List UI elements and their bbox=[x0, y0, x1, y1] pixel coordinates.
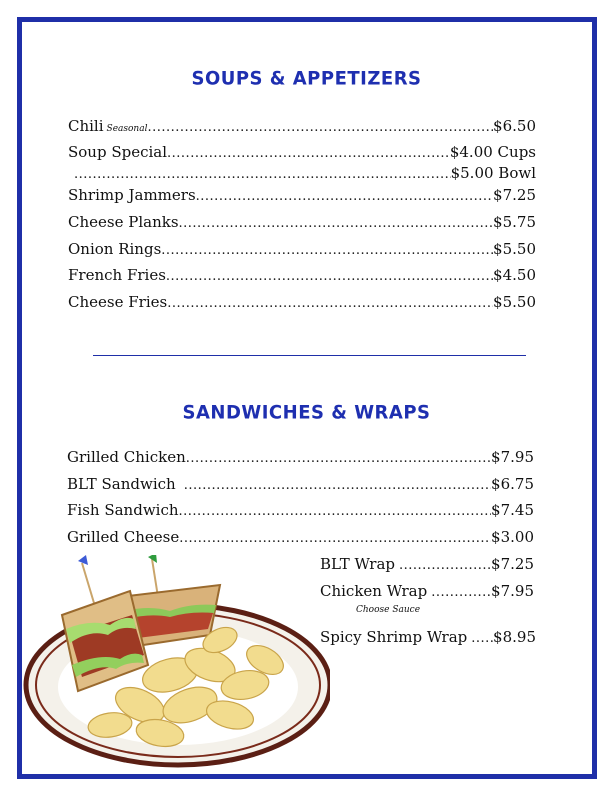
item-price: $5.75 bbox=[493, 213, 536, 231]
menu-item-grilled-cheese bbox=[67, 527, 534, 549]
item-price: $5.00 Bowl bbox=[450, 164, 536, 182]
item-name: Shrimp Jammers bbox=[68, 186, 196, 204]
item-note: Seasonal bbox=[106, 124, 148, 134]
dot-leader bbox=[167, 292, 493, 314]
item-name: Onion Rings bbox=[68, 240, 162, 258]
menu-item-blt-wrap bbox=[320, 554, 534, 576]
dot-leader bbox=[196, 185, 493, 207]
item-price: $8.95 bbox=[493, 628, 536, 646]
section-divider bbox=[93, 355, 526, 356]
item-price: $3.00 bbox=[491, 528, 534, 546]
dot-leader bbox=[184, 474, 491, 496]
menu-item-soup-bowl bbox=[74, 163, 536, 185]
item-price: $7.25 bbox=[493, 186, 536, 204]
item-name: Grilled Cheese bbox=[67, 528, 180, 546]
dot-leader bbox=[179, 212, 494, 234]
dot-leader bbox=[471, 627, 493, 649]
menu-item-chicken-wrap bbox=[320, 581, 534, 603]
item-name: Chili bbox=[68, 117, 104, 135]
item-name: BLT Wrap bbox=[320, 555, 395, 573]
dot-leader bbox=[431, 581, 491, 603]
soups-appetizers-heading: SOUPS & APPETIZERS bbox=[191, 67, 422, 90]
item-name: BLT Sandwich bbox=[67, 475, 176, 493]
menu-item-fish-sandwich bbox=[67, 500, 534, 522]
sandwich-with-chips-plate-image bbox=[20, 555, 330, 770]
menu-item-french-fries bbox=[68, 265, 536, 287]
sandwiches-wraps-heading: SANDWICHES & WRAPS bbox=[182, 401, 431, 424]
menu-item-chili bbox=[68, 116, 536, 139]
dot-leader bbox=[74, 163, 451, 185]
item-name: French Fries bbox=[68, 266, 166, 284]
item-price: $6.75 bbox=[491, 475, 534, 493]
menu-item-blt-sandwich bbox=[67, 474, 534, 496]
menu-item-soup-special bbox=[68, 142, 536, 164]
item-name: Cheese Fries bbox=[68, 293, 168, 311]
item-name: Spicy Shrimp Wrap bbox=[320, 628, 468, 646]
item-name: Cheese Planks bbox=[68, 213, 179, 231]
item-price: $7.25 bbox=[491, 555, 534, 573]
menu-item-cheese-planks bbox=[68, 212, 536, 234]
item-price: $7.95 bbox=[491, 582, 534, 600]
menu-item-grilled-chicken bbox=[67, 447, 534, 469]
dot-leader bbox=[167, 142, 450, 164]
item-price: $7.95 bbox=[491, 448, 534, 466]
item-name: Chicken Wrap bbox=[320, 582, 428, 600]
item-name: Soup Special bbox=[68, 143, 168, 161]
item-price: $4.00 Cups bbox=[449, 143, 536, 161]
menu-item-onion-rings bbox=[68, 239, 536, 261]
item-name: Fish Sandwich bbox=[67, 501, 179, 519]
item-price: $5.50 bbox=[493, 240, 536, 258]
dot-leader bbox=[399, 554, 491, 576]
dot-leader bbox=[161, 239, 493, 261]
item-price: $5.50 bbox=[493, 293, 536, 311]
dot-leader bbox=[179, 527, 491, 549]
dot-leader bbox=[179, 500, 492, 522]
dot-leader bbox=[186, 447, 491, 469]
menu-item-cheese-fries bbox=[68, 292, 536, 314]
dot-leader bbox=[166, 265, 493, 287]
menu-item-spicy-shrimp-wrap bbox=[320, 627, 536, 649]
item-price: $4.50 bbox=[493, 266, 536, 284]
dot-leader bbox=[147, 116, 493, 138]
item-price: $6.50 bbox=[493, 117, 536, 135]
item-name: Grilled Chicken bbox=[67, 448, 186, 466]
menu-item-shrimp-jammers bbox=[68, 185, 536, 207]
choose-sauce-note: Choose Sauce bbox=[356, 605, 421, 615]
item-price: $7.45 bbox=[491, 501, 534, 519]
